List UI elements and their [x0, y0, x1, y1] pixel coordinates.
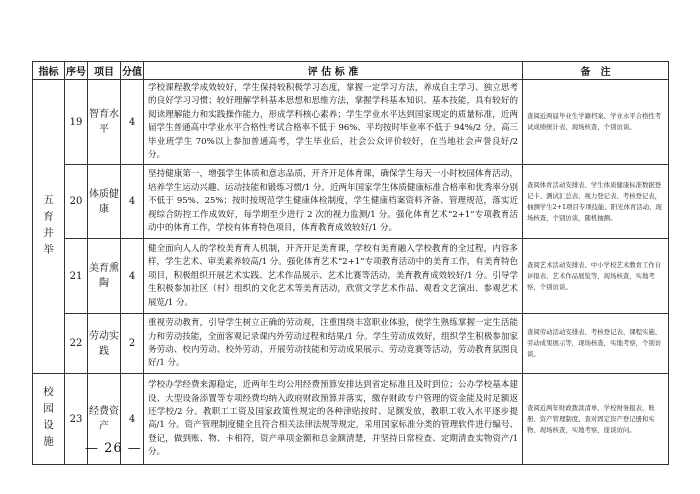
row-score: 4	[121, 239, 144, 314]
row-note: 查阅近两届毕业生学籍档案、学业水平合格性考试成绩统计表、现场核查，个别访谈。	[523, 80, 669, 165]
table-row	[33, 165, 669, 239]
header-criteria: 评 估 标 准	[144, 62, 523, 80]
header-score: 分值	[121, 62, 144, 80]
row-item: 美育熏陶	[88, 239, 121, 314]
row-seq: 20	[65, 165, 88, 239]
row-seq: 23	[65, 374, 88, 465]
row-item: 智育水平	[88, 80, 121, 165]
row-criteria: 重视劳动教育，引导学生树立正确的劳动观，注重围绕丰富职业体验，使学生熟练掌握一定生活能力和劳动技能，全面客观记录课内外劳动过程和结果/1 分。学生劳动成效好，组织学生积极参加家务劳动、校内劳动、校外劳动，开展劳动技能和劳动成果展示、劳动竞赛等活动，劳动教育氛围良好/1 分。	[144, 314, 523, 374]
row-seq: 19	[65, 80, 88, 165]
row-criteria: 健全面向人人的学校美育育人机制，开齐开足美育课，学校有美育融入学校教育的全过程，内容多样，学生艺术、审美素养较高/1 分。强化体育艺术“2+1”专项教育活动中的美育工作，有美育特色项目，积极组织开展艺术实践、艺术作品展示、艺术比赛等活动，美育教育成效较好/1 分。引导学生积极参加社区（村）组织的文化艺术等美育活动，欣赏文学艺术作品、观看文艺演出、参观艺术展览/1 分。	[144, 239, 523, 314]
row-score: 2	[121, 314, 144, 374]
table-row	[33, 80, 669, 165]
row-seq: 22	[65, 314, 88, 374]
row-criteria: 学校课程教学成效较好，学生保持较积极学习态度，掌握一定学习方法，养成自主学习、独立思考的良好学习习惯；较好理解学科基本思想和思维方法，掌握学科基本知识、基本技能，具有较好的阅读理解能力和实践操作能力，形成学科核心素养；学生学业水平达到国家规定的质量标准，近两届学生普通高中学业水平合格性考试合格率不低于 96%、平均按时毕业率不低于 94%/2 分。高三毕业班学生 70%以上参加普通高考，学生毕业后，社会公众评价较好，在当地社会声誉良好/2 分。	[144, 80, 523, 165]
table-header-row	[33, 62, 669, 80]
group-facilities: 校园设施	[33, 374, 65, 465]
header-note: 备 注	[523, 62, 669, 80]
group-wuyu: 五育并举	[33, 80, 65, 374]
row-score: 4	[121, 165, 144, 239]
row-note: 查阅劳动活动安排表、考核登记表、课程实施、劳动成果展示等，现场核查，实地考察，个别访谈。	[523, 314, 669, 374]
row-seq: 21	[65, 239, 88, 314]
row-note: 查阅近两年财政拨款清单、学校财务报表、账册、资产管理制度、查对固定资产登记册和实物、现场核查，实地考察，座谈访问。	[523, 374, 669, 465]
row-item: 劳动实践	[88, 314, 121, 374]
table-row	[33, 314, 669, 374]
row-note: 查阅体育活动安排表、学生体质健康标准数据登记卡、测试汇总表、视力登记表、考核登记表，抽测学生2+1项目专项技能、阳光体育活动、现场核查，个别访谈，随机抽测。	[523, 165, 669, 239]
table-row	[33, 239, 669, 314]
header-indicator: 指标	[33, 62, 65, 80]
row-criteria: 坚持健康第一，增强学生体质和意志品质，开齐开足体育课，确保学生每天一小时校园体育活动，培养学生运动兴趣、运动技能和锻炼习惯/1 分。近两年国家学生体质健康标准合格率和优秀率分别不低于 95%、25%；按时按规范学生健康体检制度，学生健康档案资料齐备、管理规范，落实近视综合防控工作成效好，每学期至少进行 2 次的视力监测/1 分。强化体育艺术“2+1”专项教育活动中的体育工作，学校有体育特色项目，体育教育成效较好/1 分。	[144, 165, 523, 239]
evaluation-table	[32, 61, 669, 465]
header-item: 项目	[88, 62, 121, 80]
row-score: 4	[121, 80, 144, 165]
row-item: 体质健康	[88, 165, 121, 239]
row-item: 经费资产	[88, 374, 121, 465]
row-score: 4	[121, 374, 144, 465]
row-criteria: 学校办学经费来源稳定，近两年生均公用经费预算安排达到省定标准且及时到位；公办学校基本建设、大型设备添置等专项经费均纳入政府财政预算并落实，缴存财政专户管理的资金能及时足额返还学校/2 分。教职工工资及国家政策性规定的各种津贴按时、足额发放，教职工收入水平逐步提高/1 分。资产管理制度健全且符合相关法律法规等规定，采用国家标准分类的管理软件进行编号、登记，做到账、物、卡相符，资产单项金额和总金额清楚，并坚持日常检查、定期清查实物资产/1 分。	[144, 374, 523, 465]
row-note: 查阅艺术活动安排表、中小学校艺术教育工作自评报表、艺术作品展览等，现场核查，实地考察，个别访谈。	[523, 239, 669, 314]
page-number: — 26 —	[85, 441, 142, 456]
header-seq: 序号	[65, 62, 88, 80]
